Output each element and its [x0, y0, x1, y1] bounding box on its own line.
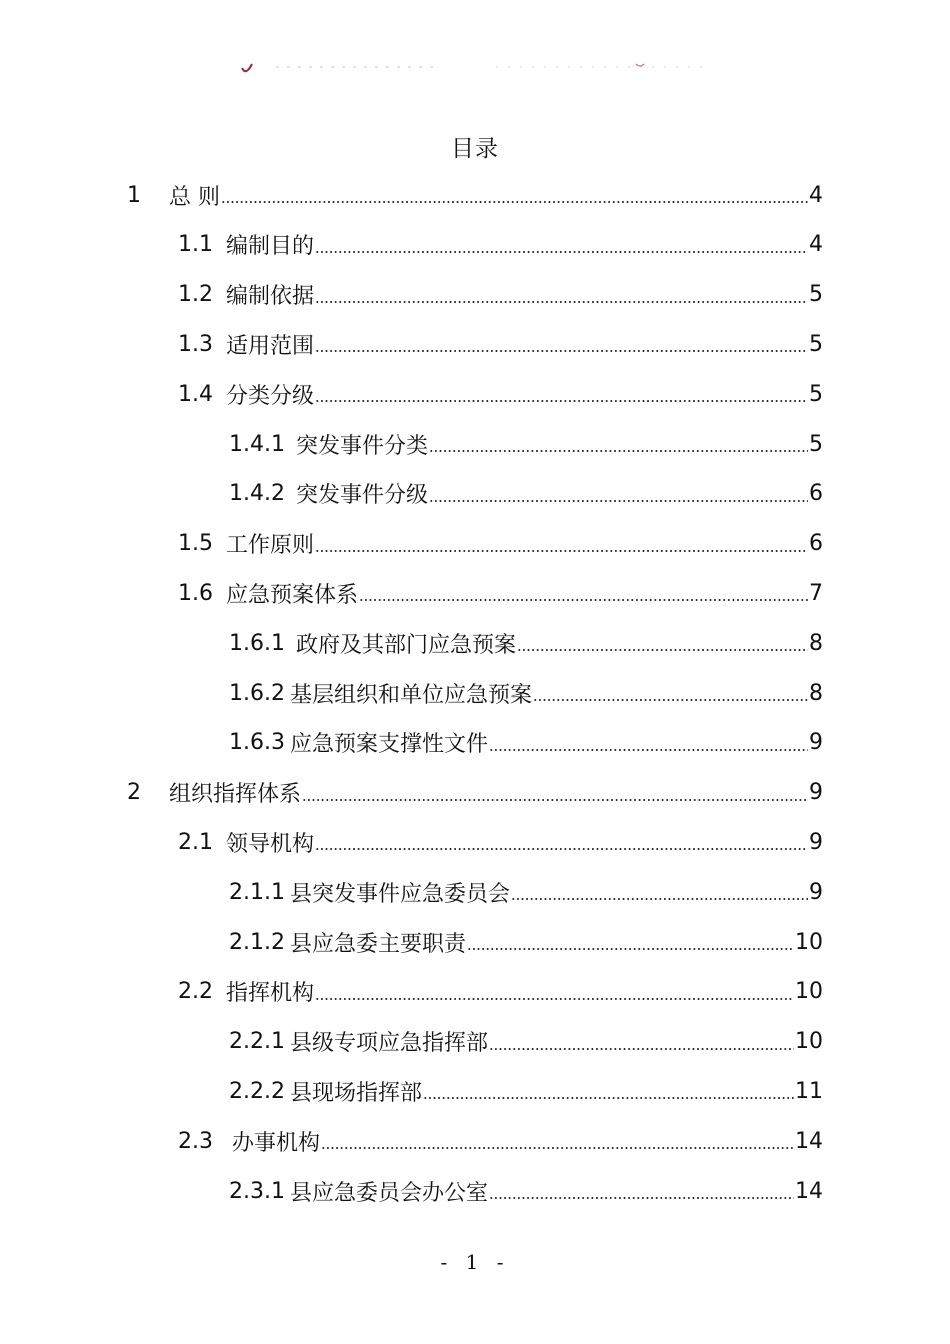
toc-entry[interactable]: [229, 1166, 823, 1216]
toc-entry-page: 8: [809, 630, 823, 656]
toc-entry-page: 5: [809, 431, 823, 457]
toc-entry-number: 1.2: [178, 282, 213, 308]
toc-entry-page: 8: [809, 680, 823, 706]
page-number: - 1 -: [440, 1250, 510, 1274]
toc-entry[interactable]: [178, 220, 823, 270]
toc-dot-leader: [315, 350, 808, 352]
toc-dot-leader: [489, 749, 808, 751]
toc-entry[interactable]: [127, 170, 823, 220]
toc-entry-number: 1.5: [178, 531, 213, 557]
toc-entry[interactable]: [229, 867, 823, 917]
toc-entry-page: 5: [809, 331, 823, 357]
toc-dot-leader: [467, 948, 794, 950]
toc-entry-number: 2.1.2: [229, 929, 285, 955]
toc-entry-title: 突发事件分类: [296, 433, 429, 459]
toc-entry-page: 11: [795, 1078, 823, 1104]
toc-entry-page: 9: [809, 829, 823, 855]
toc-entry-title: 政府及其部门应急预案: [296, 632, 517, 658]
header-logo-mark: [236, 58, 716, 76]
toc-entry-number: 2.2.1: [229, 1029, 285, 1055]
toc-entry[interactable]: [229, 419, 823, 469]
toc-entry[interactable]: [178, 319, 823, 369]
toc-entry-page: 9: [809, 780, 823, 806]
toc-entry-page: 5: [809, 381, 823, 407]
toc-entry[interactable]: [178, 519, 823, 569]
toc-entry-title: 工作原则: [226, 533, 315, 559]
toc-entry-title: 编制依据: [226, 284, 315, 310]
toc-dot-leader: [315, 400, 808, 402]
toc-entry-title: 突发事件分级: [296, 483, 429, 509]
toc-entry-title: 县现场指挥部: [290, 1080, 423, 1106]
toc-entry-number: 1.1: [178, 232, 213, 258]
toc-entry-number: 1.6.1: [229, 630, 285, 656]
toc-dot-leader: [429, 500, 808, 502]
toc-dot-leader: [315, 550, 808, 552]
toc-entry[interactable]: [229, 1017, 823, 1067]
toc-entry[interactable]: [127, 768, 823, 818]
toc-entry-title: 基层组织和单位应急预案: [290, 682, 533, 708]
toc-dot-leader: [489, 1197, 794, 1199]
toc-entry-page: 14: [795, 1128, 823, 1154]
toc-entry-page: 9: [809, 730, 823, 756]
toc-entry-number: 2.1: [178, 829, 213, 855]
toc-entry-number: 2.3: [178, 1128, 213, 1154]
toc-entry[interactable]: [178, 369, 823, 419]
toc-entry-title: 县应急委员会办公室: [290, 1180, 489, 1206]
toc-entry-title: 县突发事件应急委员会: [290, 881, 511, 907]
toc-entry-title: 总 则: [169, 184, 220, 210]
toc-entry-page: 14: [795, 1178, 823, 1204]
toc-entry-page: 4: [809, 232, 823, 258]
toc-entry-title: 分类分级: [226, 383, 315, 409]
toc-entry-page: 7: [809, 580, 823, 606]
toc-entry-title: 县级专项应急指挥部: [290, 1031, 489, 1057]
toc-entry-number: 2: [127, 780, 141, 806]
toc-entry-number: 2.2: [178, 979, 213, 1005]
toc-entry-page: 9: [809, 879, 823, 905]
toc-dot-leader: [315, 301, 808, 303]
toc-dot-leader: [359, 599, 808, 601]
toc-entry-page: 4: [809, 182, 823, 208]
toc-entry-number: 1.4.1: [229, 431, 285, 457]
toc-entry-page: 10: [795, 1029, 823, 1055]
toc-entry-number: 2.3.1: [229, 1178, 285, 1204]
toc-entry-title: 县应急委主要职责: [290, 931, 467, 957]
toc-dot-leader: [315, 251, 808, 253]
toc-entry-title: 应急预案体系: [226, 582, 359, 608]
toc-entry-number: 1.4: [178, 381, 213, 407]
toc-entry[interactable]: [229, 917, 823, 967]
toc-title: 目录: [451, 136, 499, 162]
toc-entry-number: 2.2.2: [229, 1078, 285, 1104]
toc-entry-number: 1.4.2: [229, 481, 285, 507]
toc-entry[interactable]: [178, 568, 823, 618]
toc-entry-number: 1.6.2: [229, 680, 285, 706]
toc-entry[interactable]: [229, 718, 823, 768]
toc-entry[interactable]: [178, 270, 823, 320]
toc-entry-page: 10: [795, 979, 823, 1005]
toc-entry-page: 6: [809, 531, 823, 557]
toc-entry-number: 1.6.3: [229, 730, 285, 756]
toc-dot-leader: [429, 450, 808, 452]
toc-dot-leader: [321, 1147, 794, 1149]
toc-entry[interactable]: [178, 1116, 823, 1166]
toc-entry-number: 1.6: [178, 580, 213, 606]
toc-entry[interactable]: [229, 469, 823, 519]
toc-entry-page: 6: [809, 481, 823, 507]
toc-entry[interactable]: [229, 618, 823, 668]
toc-entry-number: 1: [127, 182, 141, 208]
toc-entry-page: 10: [795, 929, 823, 955]
toc-entry-title: 应急预案支撑性文件: [290, 732, 489, 758]
toc-entry-title: 编制目的: [226, 234, 315, 260]
toc-dot-leader: [517, 649, 808, 651]
toc-dot-leader: [221, 201, 808, 203]
toc-entry[interactable]: [229, 1066, 823, 1116]
toc-dot-leader: [533, 699, 808, 701]
toc-entry-title: 适用范围: [226, 333, 315, 359]
toc-entry[interactable]: [178, 817, 823, 867]
toc-entry-number: 2.1.1: [229, 879, 285, 905]
toc-dot-leader: [423, 1097, 794, 1099]
toc-dot-leader: [489, 1048, 794, 1050]
toc-entry-title: 组织指挥体系: [169, 782, 302, 808]
toc-entry-title: 办事机构: [232, 1130, 321, 1156]
toc-entry-number: 1.3: [178, 331, 213, 357]
toc-entry-title: 领导机构: [226, 831, 315, 857]
toc-entry[interactable]: [229, 668, 823, 718]
toc-dot-leader: [315, 848, 808, 850]
toc-dot-leader: [315, 998, 794, 1000]
toc-entry-page: 5: [809, 282, 823, 308]
toc-entry[interactable]: [178, 967, 823, 1017]
toc-entry-title: 指挥机构: [226, 981, 315, 1007]
toc-dot-leader: [511, 898, 808, 900]
toc-dot-leader: [302, 799, 808, 801]
